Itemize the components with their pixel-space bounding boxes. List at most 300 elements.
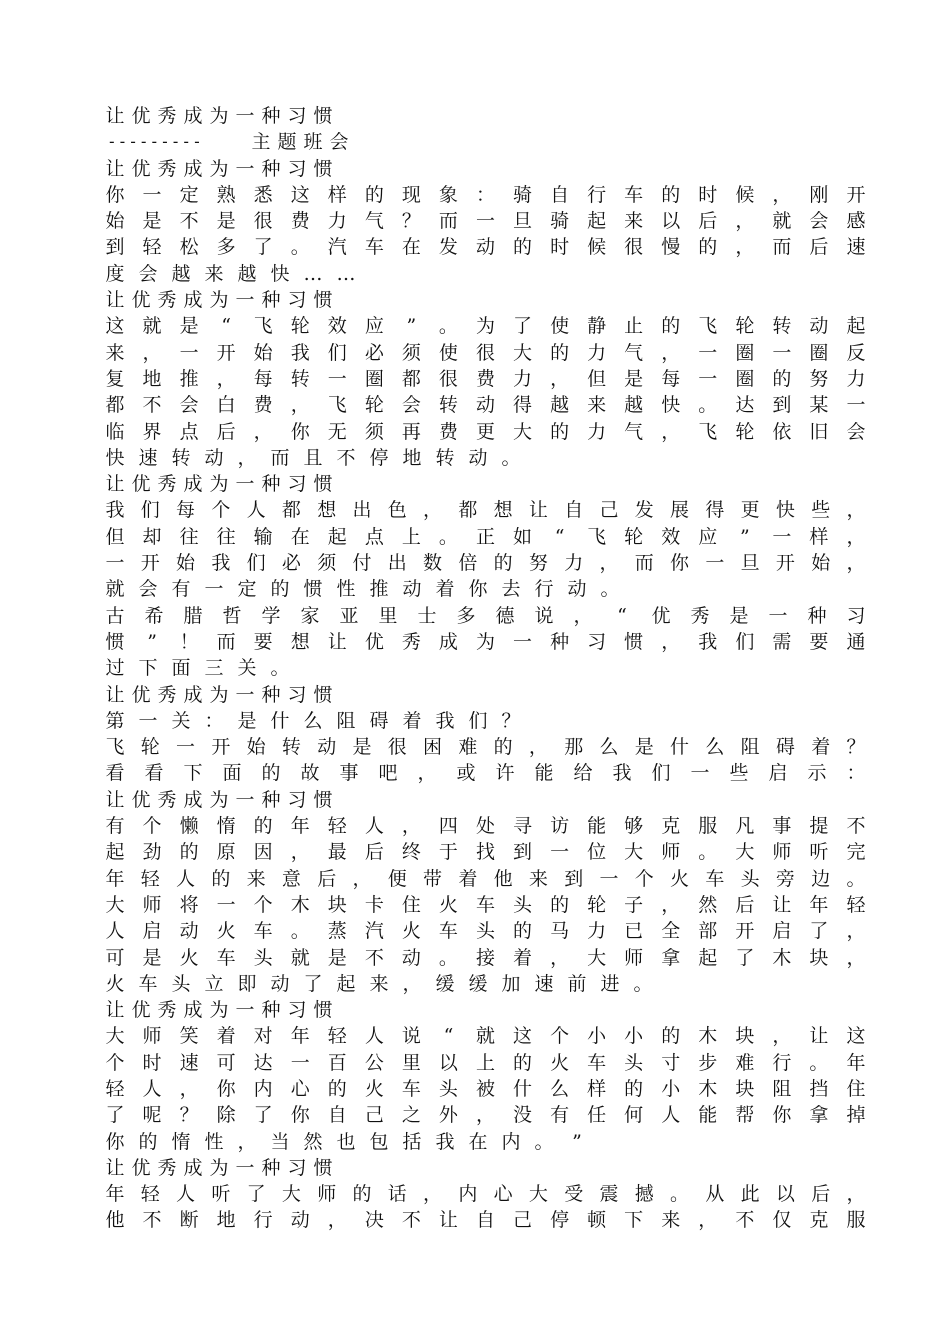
glyph: 腊 [183, 604, 203, 627]
glyph: 笑 [179, 1025, 199, 1048]
glyph: 着 [402, 709, 422, 732]
glyph: 一 [176, 736, 196, 759]
glyph: 很 [624, 236, 644, 259]
glyph: 很 [438, 367, 458, 390]
glyph: 费 [475, 367, 495, 390]
glyph: 你 [290, 420, 310, 443]
glyph: 么 [705, 736, 725, 759]
glyph: 己 [513, 1209, 533, 1232]
glyph: 想 [317, 499, 337, 522]
glyph: 阻 [772, 1077, 792, 1100]
glyph: ， [846, 920, 866, 943]
glyph: 个 [211, 499, 231, 522]
glyph: 优 [651, 604, 671, 627]
glyph: 完 [846, 841, 866, 864]
glyph: 上 [401, 525, 421, 548]
glyph: 起 [846, 315, 866, 338]
glyph: 让 [105, 788, 125, 811]
glyph: 定 [179, 183, 199, 206]
glyph: 拿 [809, 1104, 829, 1127]
glyph: 优 [131, 105, 151, 127]
glyph: 难 [458, 736, 478, 759]
glyph: 。 [698, 841, 718, 864]
glyph: 是 [216, 210, 236, 233]
glyph: 的 [211, 867, 231, 890]
glyph: 的 [513, 236, 533, 259]
glyph: 找 [475, 841, 495, 864]
glyph: 任 [587, 1104, 607, 1127]
body-text-line [0, 839, 950, 865]
glyph: 往 [179, 525, 199, 548]
glyph: 后 [216, 420, 236, 443]
glyph: 汽 [327, 236, 347, 259]
glyph: 我 [435, 1130, 455, 1153]
glyph: 将 [179, 893, 199, 916]
glyph: 步 [698, 1051, 718, 1074]
glyph: 慢 [661, 236, 681, 259]
body-text-line [0, 1076, 950, 1102]
glyph: 惰 [171, 1130, 191, 1153]
glyph: 一 [550, 841, 570, 864]
glyph: 全 [661, 920, 681, 943]
glyph: 数 [423, 552, 443, 575]
glyph: 后 [811, 1183, 831, 1206]
glyph: ， [735, 236, 755, 259]
glyph: 一 [142, 183, 162, 206]
glyph: 提 [809, 815, 829, 838]
glyph: 地 [216, 1209, 236, 1232]
glyph: 惯 [313, 788, 333, 811]
glyph: 来 [246, 867, 266, 890]
glyph: 卡 [364, 893, 384, 916]
glyph: 让 [105, 473, 125, 496]
glyph: 样 [587, 1077, 607, 1100]
glyph: 你 [105, 1130, 125, 1153]
glyph: 旦 [740, 552, 760, 575]
glyph: 的 [698, 236, 718, 259]
glyph: 些 [811, 499, 831, 522]
glyph: 师 [142, 1025, 162, 1048]
glyph: 大 [587, 946, 607, 969]
glyph: 多 [456, 604, 476, 627]
glyph: 火 [550, 1051, 570, 1074]
glyph: 希 [144, 604, 164, 627]
glyph: 必 [364, 341, 384, 364]
glyph: 子 [624, 893, 644, 916]
glyph: 后 [809, 236, 829, 259]
glyph: 越 [237, 262, 257, 285]
glyph: 每 [661, 367, 681, 390]
glyph: 都 [401, 367, 421, 390]
glyph: 圈 [735, 341, 755, 364]
glyph: ， [290, 841, 310, 864]
glyph: 为 [209, 999, 229, 1022]
glyph: 立 [204, 972, 224, 995]
glyph: 色 [387, 499, 407, 522]
glyph: 动 [567, 578, 587, 601]
glyph: 秀 [157, 105, 177, 127]
glyph: 种 [261, 157, 281, 180]
glyph: 的 [261, 762, 281, 785]
glyph: 起 [698, 946, 718, 969]
glyph: 都 [281, 499, 301, 522]
glyph: 故 [300, 762, 320, 785]
glyph: 的 [550, 341, 570, 364]
glyph: 一 [235, 473, 255, 496]
subtitle-dashes: --------- [107, 132, 203, 152]
glyph: 转 [171, 446, 191, 469]
glyph: 圈 [735, 367, 755, 390]
glyph: 骑 [550, 210, 570, 233]
glyph: 是 [142, 946, 162, 969]
glyph: 去 [501, 578, 521, 601]
glyph: 处 [475, 815, 495, 838]
glyph: 下 [183, 762, 203, 785]
glyph: 的 [493, 552, 513, 575]
body-text-line [0, 945, 950, 971]
glyph: 惯 [105, 630, 125, 653]
glyph: 行 [772, 1051, 792, 1074]
glyph: 来 [369, 972, 389, 995]
glyph: 。 [633, 972, 653, 995]
glyph: 难 [735, 1051, 755, 1074]
glyph: 快 [105, 446, 125, 469]
section-title-line [0, 682, 950, 708]
glyph: 对 [253, 1025, 273, 1048]
glyph: 车 [401, 1077, 421, 1100]
glyph: 不 [179, 210, 199, 233]
glyph: 马 [550, 920, 570, 943]
glyph: 位 [587, 841, 607, 864]
glyph: 轮 [735, 315, 755, 338]
glyph: 效 [661, 525, 681, 548]
glyph: 受 [564, 1183, 584, 1206]
glyph: 越 [171, 262, 191, 285]
glyph: 推 [369, 578, 389, 601]
glyph: 性 [204, 1130, 224, 1153]
glyph: 得 [705, 499, 725, 522]
glyph: 停 [550, 1209, 570, 1232]
glyph: 们 [246, 552, 266, 575]
glyph: 没 [513, 1104, 533, 1127]
body-text-line [0, 1050, 950, 1076]
glyph: 年 [105, 1183, 125, 1206]
glyph: 习 [287, 999, 307, 1022]
glyph: 人 [364, 1025, 384, 1048]
glyph: 车 [587, 1051, 607, 1074]
glyph: 开 [735, 920, 755, 943]
glyph: 们 [735, 630, 755, 653]
glyph: 动 [179, 920, 199, 943]
glyph: 头 [475, 920, 495, 943]
glyph: 小 [661, 1077, 681, 1100]
glyph: 内 [458, 1183, 478, 1206]
glyph: 接 [475, 946, 495, 969]
glyph: 复 [105, 367, 125, 390]
glyph: 撼 [634, 1183, 654, 1206]
glyph: 可 [105, 946, 125, 969]
glyph: 来 [661, 1209, 681, 1232]
glyph: 转 [435, 446, 455, 469]
glyph: 你 [468, 578, 488, 601]
glyph: 么 [599, 736, 619, 759]
glyph: 习 [287, 788, 307, 811]
glyph: 火 [179, 946, 199, 969]
glyph: 车 [705, 867, 725, 890]
glyph: 想 [290, 630, 310, 653]
glyph: ， [550, 946, 570, 969]
glyph: 大 [624, 841, 644, 864]
glyph: ？ [401, 210, 421, 233]
glyph: 的 [352, 1183, 372, 1206]
glyph: 终 [401, 841, 421, 864]
glyph: 我 [435, 709, 455, 732]
glyph: 旦 [513, 210, 533, 233]
glyph: 师 [317, 1183, 337, 1206]
glyph: 些 [729, 762, 749, 785]
glyph: 后 [364, 841, 384, 864]
glyph: 已 [624, 920, 644, 943]
glyph: 优 [131, 683, 151, 706]
glyph: 而 [270, 446, 290, 469]
glyph: 也 [336, 1130, 356, 1153]
glyph: 骑 [513, 183, 533, 206]
glyph: 成 [183, 289, 203, 312]
glyph: 通 [846, 630, 866, 653]
glyph: 为 [209, 473, 229, 496]
glyph: 始 [246, 736, 266, 759]
glyph: 动 [270, 972, 290, 995]
glyph: 旁 [775, 867, 795, 890]
glyph: 。 [698, 394, 718, 417]
glyph: 行 [534, 578, 554, 601]
glyph: 力 [846, 367, 866, 390]
glyph: 三 [204, 657, 224, 680]
glyph: 何 [624, 1104, 644, 1127]
glyph: 碍 [369, 709, 389, 732]
glyph: 动 [468, 446, 488, 469]
glyph: 转 [772, 315, 792, 338]
glyph: 正 [475, 525, 495, 548]
glyph: 是 [237, 709, 257, 732]
glyph: ， [846, 946, 866, 969]
glyph: 古 [105, 604, 125, 627]
glyph: 就 [105, 578, 125, 601]
glyph: 优 [131, 999, 151, 1022]
glyph: 来 [624, 210, 644, 233]
glyph: 但 [587, 367, 607, 390]
glyph: ， [253, 420, 273, 443]
glyph: 够 [624, 815, 644, 838]
glyph: 了 [253, 236, 273, 259]
glyph: 会 [401, 394, 421, 417]
glyph: 更 [740, 499, 760, 522]
glyph: 速 [534, 972, 554, 995]
glyph: 惯 [313, 1156, 333, 1179]
glyph: 轮 [587, 893, 607, 916]
glyph: 以 [661, 210, 681, 233]
glyph: 速 [138, 446, 158, 469]
glyph: 始 [105, 210, 125, 233]
glyph: 。 [809, 1051, 829, 1074]
glyph: 快 [661, 394, 681, 417]
glyph: 候 [735, 183, 755, 206]
glyph: 德 [495, 604, 515, 627]
glyph: 帮 [735, 1104, 755, 1127]
glyph: 让 [438, 1209, 458, 1232]
glyph: 气 [624, 420, 644, 443]
glyph: 了 [253, 1104, 273, 1127]
glyph: ？ [846, 736, 866, 759]
glyph: 被 [475, 1077, 495, 1100]
glyph: 习 [287, 157, 307, 180]
glyph: 性 [336, 578, 356, 601]
glyph: 你 [670, 552, 690, 575]
glyph: 让 [809, 1025, 829, 1048]
glyph: 一 [138, 709, 158, 732]
glyph: ？ [501, 709, 521, 732]
glyph: 断 [179, 1209, 199, 1232]
glyph: ” [739, 525, 750, 548]
glyph: 启 [142, 920, 162, 943]
glyph: 转 [290, 367, 310, 390]
glyph: 块 [735, 1077, 755, 1100]
glyph: 需 [772, 630, 792, 653]
glyph: 有 [550, 1104, 570, 1127]
glyph: 己 [364, 1104, 384, 1127]
glyph: 个 [142, 815, 162, 838]
glyph: 为 [475, 315, 495, 338]
glyph: 后 [317, 867, 337, 890]
glyph: 优 [131, 788, 151, 811]
glyph: 个 [550, 1025, 570, 1048]
glyph: 动 [475, 394, 495, 417]
glyph: 寸 [661, 1051, 681, 1074]
glyph: 么 [303, 709, 323, 732]
glyph: 力 [513, 367, 533, 390]
glyph: 师 [772, 841, 792, 864]
glyph: 们 [651, 762, 671, 785]
glyph: 人 [364, 815, 384, 838]
glyph: 话 [387, 1183, 407, 1206]
glyph: 飞 [327, 394, 347, 417]
glyph: 下 [624, 1209, 644, 1232]
glyph: 这 [290, 183, 310, 206]
glyph: 快 [270, 262, 290, 285]
glyph: 大 [513, 341, 533, 364]
glyph: 除 [216, 1104, 236, 1127]
glyph: 头 [171, 972, 191, 995]
glyph: 亚 [339, 604, 359, 627]
glyph: 但 [105, 525, 125, 548]
glyph: ， [352, 867, 372, 890]
glyph: 我 [290, 341, 310, 364]
glyph: 包 [369, 1130, 389, 1153]
glyph: 困 [423, 736, 443, 759]
glyph: 从 [705, 1183, 725, 1206]
glyph: 我 [698, 630, 718, 653]
glyph: 时 [550, 236, 570, 259]
glyph: ， [423, 499, 443, 522]
glyph: 会 [138, 578, 158, 601]
glyph: 会 [179, 394, 199, 417]
glyph: 习 [287, 289, 307, 312]
glyph: 。 [670, 1183, 690, 1206]
glyph: 他 [105, 1209, 125, 1232]
glyph: 那 [564, 736, 584, 759]
glyph: 静 [587, 315, 607, 338]
glyph: 使 [550, 315, 570, 338]
glyph: 飞 [698, 420, 718, 443]
glyph: … [303, 262, 323, 285]
glyph: 火 [216, 920, 236, 943]
glyph: 在 [468, 1130, 488, 1153]
glyph: 转 [281, 736, 301, 759]
glyph: 意 [281, 867, 301, 890]
glyph: 某 [809, 394, 829, 417]
glyph: 样 [809, 525, 829, 548]
glyph: 大 [513, 420, 533, 443]
glyph: 震 [599, 1183, 619, 1206]
glyph: ， [772, 1025, 792, 1048]
glyph: 一 [204, 578, 224, 601]
glyph: 们 [327, 341, 347, 364]
glyph: 便 [387, 867, 407, 890]
glyph: 的 [138, 1130, 158, 1153]
glyph: ， [599, 552, 619, 575]
glyph: 惯 [624, 630, 644, 653]
glyph: 。 [438, 315, 458, 338]
glyph: 火 [438, 893, 458, 916]
glyph: 班 [303, 131, 323, 154]
glyph: 顿 [587, 1209, 607, 1232]
glyph: 缓 [435, 972, 455, 995]
glyph: 圈 [809, 341, 829, 364]
glyph: 自 [475, 1209, 495, 1232]
section-title-line [0, 103, 950, 129]
body-text-line [0, 497, 950, 523]
body-text-line [0, 892, 950, 918]
glyph: 克 [809, 1209, 829, 1232]
glyph: 着 [513, 946, 533, 969]
glyph: 成 [183, 999, 203, 1022]
glyph: 成 [438, 630, 458, 653]
glyph: 很 [475, 341, 495, 364]
glyph: 一 [772, 525, 792, 548]
glyph: 听 [809, 841, 829, 864]
body-text-line [0, 760, 950, 786]
glyph: 看 [144, 762, 164, 785]
glyph: 一 [235, 1156, 255, 1179]
glyph: ， [550, 367, 570, 390]
glyph: 一 [179, 341, 199, 364]
glyph: 车 [475, 893, 495, 916]
body-text-line [0, 234, 950, 260]
glyph: 轻 [846, 893, 866, 916]
glyph: 学 [261, 604, 281, 627]
glyph: 以 [438, 1051, 458, 1074]
glyph: 成 [183, 105, 203, 127]
glyph: 头 [438, 1077, 458, 1100]
glyph: 一 [513, 630, 533, 653]
glyph: 。 [501, 446, 521, 469]
glyph: 种 [261, 999, 281, 1022]
glyph: 种 [261, 788, 281, 811]
glyph: 会 [846, 420, 866, 443]
glyph: ， [237, 1130, 257, 1153]
glyph: 习 [587, 630, 607, 653]
body-text-line [0, 971, 950, 997]
